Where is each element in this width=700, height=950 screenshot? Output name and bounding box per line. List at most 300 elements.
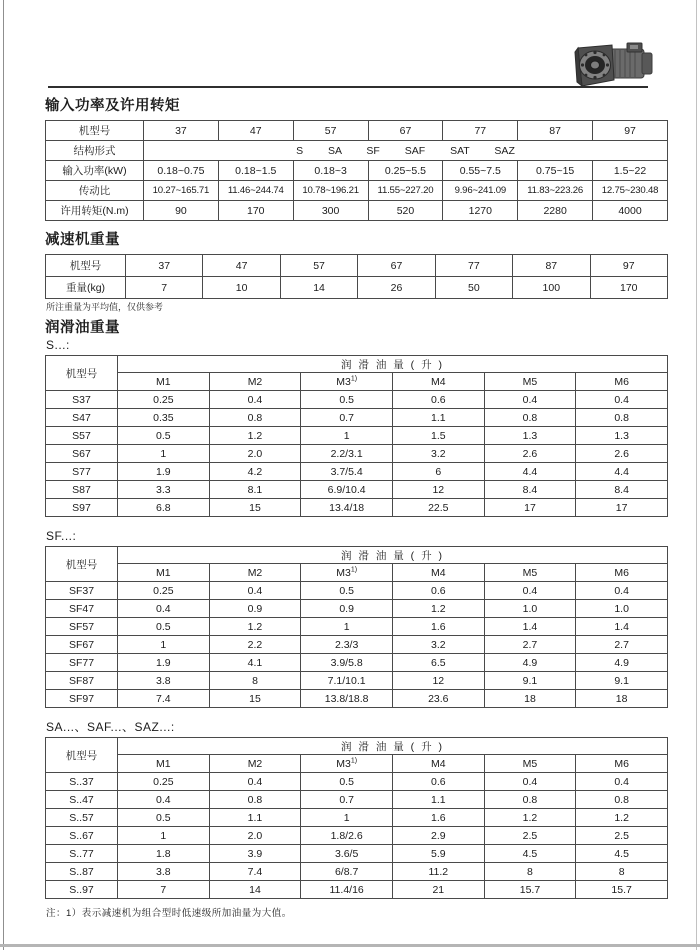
section-title-oil: 润滑油重量 [45, 320, 120, 336]
mounting-position-label: M6 [614, 375, 629, 388]
weight-cell: 7 [126, 277, 203, 299]
oil-quantity-cell: 2.0 [209, 445, 301, 463]
mounting-position-header [118, 755, 210, 773]
oil-quantity-cell: 0.8 [209, 409, 301, 427]
header-rule [48, 86, 648, 88]
power-cell: 67 [368, 121, 443, 141]
oil-quantity-cell: 18 [484, 690, 576, 708]
power-cell: 170 [218, 201, 293, 221]
oil-header-columns-row [46, 373, 668, 391]
model-cell: S..57 [46, 809, 118, 827]
oil-quantity-cell: 7.4 [118, 690, 210, 708]
oil-quantity-cell: 0.35 [118, 409, 210, 427]
oil-table-row [46, 791, 668, 809]
mounting-position-label: M2 [247, 566, 263, 579]
oil-table-row [46, 690, 668, 708]
oil-quantity-cell: 8 [209, 672, 301, 690]
oil-quantity-cell: 1.2 [576, 809, 668, 827]
oil-quantity-cell: 3.6/5 [301, 845, 393, 863]
oil-quantity-cell: 9.1 [484, 672, 576, 690]
mounting-position-header [301, 755, 393, 773]
oil-quantity-cell: 13.8/18.8 [301, 690, 393, 708]
oil-table-block [45, 338, 668, 517]
mounting-position-label: M3 [336, 375, 351, 388]
oil-quantity-cell: 1.2 [209, 618, 301, 636]
oil-quantity-cell: 0.6 [392, 582, 484, 600]
oil-tables-container [45, 338, 668, 899]
oil-quantity-cell: 0.4 [484, 773, 576, 791]
mounting-position-label: M4 [431, 566, 446, 579]
oil-quantity-cell: 3.2 [392, 636, 484, 654]
oil-quantity-cell: 0.5 [301, 773, 393, 791]
row-label: 重量(kg) [46, 277, 126, 299]
oil-quantity-cell: 0.8 [576, 791, 668, 809]
oil-quantity-cell: 1.4 [484, 618, 576, 636]
row-label: 机型号 [46, 255, 126, 277]
reducer-weight-table [45, 254, 668, 299]
power-cell: 0.18~1.5 [218, 161, 293, 181]
oil-quantity-cell: 23.6 [392, 690, 484, 708]
model-cell: SF67 [46, 636, 118, 654]
oil-quantity-cell: 6 [392, 463, 484, 481]
mounting-position-header [209, 373, 301, 391]
mounting-position-header [392, 373, 484, 391]
oil-header-group-row [46, 738, 668, 755]
oil-quantity-cell: 22.5 [392, 499, 484, 517]
oil-table-row [46, 773, 668, 791]
power-cell: 47 [218, 121, 293, 141]
weight-cell: 87 [513, 255, 590, 277]
model-cell: SF47 [46, 600, 118, 618]
section-title-power: 输入功率及许用转矩 [45, 98, 180, 114]
oil-quantity-cell: 0.6 [392, 773, 484, 791]
power-cell: 10.78~196.21 [293, 181, 368, 201]
oil-quantity-cell: 2.0 [209, 827, 301, 845]
oil-table-row [46, 845, 668, 863]
oil-quantity-cell: 2.7 [576, 636, 668, 654]
oil-quantity-cell: 17 [484, 499, 576, 517]
weight-cell: 67 [358, 255, 435, 277]
oil-quantity-cell: 0.9 [209, 600, 301, 618]
row-label: 许用转矩(N.m) [46, 201, 144, 221]
oil-table-label: SA...、SAF...、SAZ...: [46, 720, 175, 734]
oil-quantity-cell: 5.9 [392, 845, 484, 863]
oil-quantity-cell: 6.9/10.4 [301, 481, 393, 499]
oil-quantity-cell: 1 [118, 636, 210, 654]
oil-quantity-cell: 0.4 [118, 600, 210, 618]
oil-quantity-cell: 7.1/10.1 [301, 672, 393, 690]
oil-table-row [46, 600, 668, 618]
mounting-position-header [484, 564, 576, 582]
oil-quantity-cell: 21 [392, 881, 484, 899]
oil-quantity-cell: 12 [392, 481, 484, 499]
model-cell: S67 [46, 445, 118, 463]
oil-header-group-row [46, 547, 668, 564]
mounting-position-header [118, 564, 210, 582]
power-cell: 77 [443, 121, 518, 141]
row-label: 输入功率(kW) [46, 161, 144, 181]
mounting-position-label: M1 [156, 757, 171, 770]
oil-quantity-cell: 8 [484, 863, 576, 881]
oil-quantity-cell: 1 [301, 809, 393, 827]
model-column-header: 机型号 [46, 738, 118, 773]
oil-quantity-cell: 2.6 [484, 445, 576, 463]
power-cell: 0.25~5.5 [368, 161, 443, 181]
oil-quantity-cell: 0.5 [301, 391, 393, 409]
oil-quantity-cell: 8.4 [576, 481, 668, 499]
oil-quantity-cell: 2.5 [484, 827, 576, 845]
oil-quantity-cell: 3.3 [118, 481, 210, 499]
oil-table-row [46, 391, 668, 409]
oil-quantity-cell: 18 [576, 690, 668, 708]
oil-table-row [46, 582, 668, 600]
model-cell: S37 [46, 391, 118, 409]
mounting-position-header [209, 755, 301, 773]
mounting-position-header [209, 564, 301, 582]
mounting-position-label: M4 [431, 375, 446, 388]
mounting-position-label: M3 [336, 566, 351, 579]
oil-quantity-cell: 1.1 [392, 791, 484, 809]
power-table-row-model_row [46, 121, 668, 141]
oil-quantity-cell: 2.5 [576, 827, 668, 845]
mounting-position-label: M1 [156, 375, 171, 388]
weight-cell: 14 [280, 277, 357, 299]
footnote-marker: 1) [350, 757, 358, 764]
weight-cell: 47 [203, 255, 280, 277]
oil-quantity-cell: 11.2 [392, 863, 484, 881]
mounting-position-label: M2 [247, 375, 263, 388]
mounting-position-label: M6 [614, 566, 629, 579]
model-column-header: 机型号 [46, 547, 118, 582]
oil-quantity-cell: 0.4 [118, 791, 210, 809]
oil-table-block [45, 720, 668, 899]
power-cell: 10.27~165.71 [144, 181, 219, 201]
oil-quantity-group-header: 润 滑 油 量 ( 升 ) [118, 738, 668, 755]
oil-quantity-cell: 0.5 [118, 618, 210, 636]
model-cell: S57 [46, 427, 118, 445]
model-cell: S87 [46, 481, 118, 499]
oil-quantity-cell: 11.4/16 [301, 881, 393, 899]
oil-quantity-cell: 15.7 [576, 881, 668, 899]
model-cell: SF37 [46, 582, 118, 600]
oil-quantity-cell: 1.1 [392, 409, 484, 427]
weight-cell: 37 [126, 255, 203, 277]
oil-table-label: SF...: [46, 529, 77, 543]
oil-quantity-cell: 2.3/3 [301, 636, 393, 654]
power-cell: 2280 [518, 201, 593, 221]
oil-quantity-cell: 2.2 [209, 636, 301, 654]
row-label: 传动比 [46, 181, 144, 201]
footnote: 注：1）表示减速机为组合型时低速级所加油量为大值。 [46, 908, 292, 919]
power-cell: 90 [144, 201, 219, 221]
power-table-row-ratio_row [46, 181, 668, 201]
model-cell: SF97 [46, 690, 118, 708]
power-cell: 97 [593, 121, 668, 141]
page-right-edge-line [696, 0, 697, 950]
weight-cell: 10 [203, 277, 280, 299]
oil-quantity-cell: 3.9/5.8 [301, 654, 393, 672]
oil-quantity-cell: 12 [392, 672, 484, 690]
oil-quantity-cell: 0.7 [301, 409, 393, 427]
weight-cell: 100 [513, 277, 590, 299]
oil-table-row [46, 827, 668, 845]
oil-quantity-cell: 3.8 [118, 863, 210, 881]
oil-quantity-cell: 0.25 [118, 582, 210, 600]
oil-quantity-cell: 1 [118, 827, 210, 845]
model-cell: S..97 [46, 881, 118, 899]
oil-quantity-cell: 1.4 [576, 618, 668, 636]
oil-quantity-cell: 0.4 [576, 582, 668, 600]
oil-quantity-cell: 1.2 [484, 809, 576, 827]
oil-quantity-cell: 0.4 [576, 773, 668, 791]
oil-header-columns-row [46, 564, 668, 582]
oil-table-row [46, 409, 668, 427]
oil-quantity-cell: 4.4 [576, 463, 668, 481]
lubricant-oil-table [45, 355, 668, 517]
power-table-row-torque_row [46, 201, 668, 221]
model-cell: S..87 [46, 863, 118, 881]
power-cell: 1270 [443, 201, 518, 221]
mounting-position-header [576, 755, 668, 773]
power-cell: 0.18~3 [293, 161, 368, 181]
oil-quantity-cell: 2.2/3.1 [301, 445, 393, 463]
oil-table-row [46, 618, 668, 636]
mounting-position-label: M3 [336, 757, 351, 770]
power-cell: 57 [293, 121, 368, 141]
weight-table-row-weight_row [46, 277, 668, 299]
model-cell: S47 [46, 409, 118, 427]
oil-quantity-cell: 1.2 [209, 427, 301, 445]
power-table-row-structure_row [46, 141, 668, 161]
oil-quantity-cell: 4.4 [484, 463, 576, 481]
power-cell: 0.18~0.75 [144, 161, 219, 181]
oil-quantity-cell: 2.9 [392, 827, 484, 845]
oil-quantity-cell: 0.7 [301, 791, 393, 809]
oil-quantity-cell: 0.8 [484, 791, 576, 809]
oil-quantity-cell: 0.5 [301, 582, 393, 600]
oil-table-row [46, 881, 668, 899]
lubricant-oil-table [45, 737, 668, 899]
mounting-position-header [392, 755, 484, 773]
oil-quantity-cell: 1.9 [118, 463, 210, 481]
oil-quantity-cell: 0.8 [209, 791, 301, 809]
mounting-position-header [576, 564, 668, 582]
oil-table-row [46, 427, 668, 445]
oil-quantity-cell: 0.25 [118, 391, 210, 409]
model-cell: S..77 [46, 845, 118, 863]
mounting-position-label: M5 [522, 375, 538, 388]
gear-motor-icon [570, 36, 660, 90]
power-cell: 0.55~7.5 [443, 161, 518, 181]
model-cell: SF77 [46, 654, 118, 672]
oil-quantity-cell: 7.4 [209, 863, 301, 881]
power-cell: 9.96~241.09 [443, 181, 518, 201]
power-cell: 12.75~230.48 [593, 181, 668, 201]
oil-header-group-row [46, 356, 668, 373]
mounting-position-label: M5 [522, 566, 538, 579]
model-column-header: 机型号 [46, 356, 118, 391]
oil-quantity-cell: 8.1 [209, 481, 301, 499]
mounting-position-header [301, 373, 393, 391]
power-torque-table [45, 120, 668, 221]
power-cell: 0.75~15 [518, 161, 593, 181]
oil-table-row [46, 809, 668, 827]
structure-types: S SA SF SAF SAT SAZ [144, 141, 668, 161]
power-table-row-power_row [46, 161, 668, 181]
oil-quantity-cell: 1.3 [484, 427, 576, 445]
mounting-position-label: M4 [431, 757, 446, 770]
oil-quantity-cell: 0.8 [576, 409, 668, 427]
power-cell: 11.55~227.20 [368, 181, 443, 201]
oil-quantity-cell: 1.6 [392, 618, 484, 636]
oil-quantity-cell: 1.8 [118, 845, 210, 863]
mounting-position-header [392, 564, 484, 582]
page-left-edge-line [3, 0, 4, 950]
power-cell: 1.5~22 [593, 161, 668, 181]
mounting-position-header [118, 373, 210, 391]
page-content [45, 96, 668, 919]
oil-quantity-cell: 0.5 [118, 809, 210, 827]
power-cell: 4000 [593, 201, 668, 221]
oil-quantity-cell: 4.2 [209, 463, 301, 481]
power-cell: 11.46~244.74 [218, 181, 293, 201]
oil-table-row [46, 445, 668, 463]
oil-quantity-cell: 1.0 [484, 600, 576, 618]
oil-table-row [46, 636, 668, 654]
power-cell: 37 [144, 121, 219, 141]
weight-cell: 77 [435, 255, 512, 277]
oil-quantity-cell: 0.4 [209, 391, 301, 409]
oil-quantity-cell: 0.4 [576, 391, 668, 409]
model-cell: S..47 [46, 791, 118, 809]
section-title-weight: 减速机重量 [45, 232, 120, 248]
oil-quantity-cell: 15 [209, 499, 301, 517]
oil-quantity-cell: 9.1 [576, 672, 668, 690]
oil-quantity-cell: 1.3 [576, 427, 668, 445]
weight-table-row-model_row [46, 255, 668, 277]
oil-quantity-cell: 0.4 [484, 582, 576, 600]
oil-quantity-cell: 2.7 [484, 636, 576, 654]
row-label: 结构形式 [46, 141, 144, 161]
model-cell: S..67 [46, 827, 118, 845]
footnote-marker: 1) [350, 566, 358, 573]
oil-table-row [46, 654, 668, 672]
row-label: 机型号 [46, 121, 144, 141]
oil-quantity-cell: 3.9 [209, 845, 301, 863]
oil-quantity-cell: 1 [301, 618, 393, 636]
model-cell: SF57 [46, 618, 118, 636]
mounting-position-header [301, 564, 393, 582]
oil-quantity-group-header: 润 滑 油 量 ( 升 ) [118, 547, 668, 564]
oil-quantity-cell: 0.8 [484, 409, 576, 427]
oil-quantity-cell: 0.5 [118, 427, 210, 445]
power-cell: 87 [518, 121, 593, 141]
lubricant-oil-table [45, 546, 668, 708]
oil-quantity-cell: 1.1 [209, 809, 301, 827]
oil-quantity-cell: 13.4/18 [301, 499, 393, 517]
mounting-position-label: M2 [247, 757, 263, 770]
oil-quantity-cell: 15.7 [484, 881, 576, 899]
mounting-position-header [484, 373, 576, 391]
oil-table-row [46, 463, 668, 481]
oil-quantity-cell: 3.8 [118, 672, 210, 690]
oil-table-row [46, 863, 668, 881]
oil-quantity-cell: 15 [209, 690, 301, 708]
oil-quantity-cell: 4.5 [484, 845, 576, 863]
oil-table-block [45, 529, 668, 708]
oil-quantity-cell: 4.9 [576, 654, 668, 672]
model-cell: S77 [46, 463, 118, 481]
weight-cell: 57 [280, 255, 357, 277]
power-cell: 300 [293, 201, 368, 221]
oil-table-row [46, 481, 668, 499]
oil-quantity-cell: 4.9 [484, 654, 576, 672]
oil-table-label: S...: [46, 338, 70, 352]
oil-quantity-cell: 2.6 [576, 445, 668, 463]
model-cell: S97 [46, 499, 118, 517]
oil-quantity-cell: 6.5 [392, 654, 484, 672]
oil-quantity-group-header: 润 滑 油 量 ( 升 ) [118, 356, 668, 373]
oil-quantity-cell: 0.4 [209, 582, 301, 600]
model-cell: S..37 [46, 773, 118, 791]
oil-quantity-cell: 1.5 [392, 427, 484, 445]
power-cell: 11.83~223.26 [518, 181, 593, 201]
oil-quantity-cell: 6/8.7 [301, 863, 393, 881]
gear-motor-photo [570, 36, 660, 90]
oil-quantity-cell: 8.4 [484, 481, 576, 499]
footnote-marker: 1) [350, 375, 358, 382]
weight-cell: 26 [358, 277, 435, 299]
oil-quantity-cell: 0.4 [209, 773, 301, 791]
oil-table-row [46, 672, 668, 690]
oil-quantity-cell: 1 [118, 445, 210, 463]
oil-quantity-cell: 0.9 [301, 600, 393, 618]
weight-note: 所注重量为平均值，仅供参考 [46, 302, 164, 312]
oil-table-row [46, 499, 668, 517]
oil-quantity-cell: 1.9 [118, 654, 210, 672]
oil-quantity-cell: 1.2 [392, 600, 484, 618]
oil-quantity-cell: 0.4 [484, 391, 576, 409]
weight-cell: 170 [590, 277, 667, 299]
page-bottom-edge-line [0, 944, 700, 947]
mounting-position-header [576, 373, 668, 391]
oil-quantity-cell: 14 [209, 881, 301, 899]
oil-quantity-cell: 6.8 [118, 499, 210, 517]
mounting-position-label: M1 [156, 566, 171, 579]
oil-quantity-cell: 17 [576, 499, 668, 517]
mounting-position-header [484, 755, 576, 773]
weight-cell: 97 [590, 255, 667, 277]
model-cell: SF87 [46, 672, 118, 690]
power-cell: 520 [368, 201, 443, 221]
oil-quantity-cell: 1.6 [392, 809, 484, 827]
weight-cell: 50 [435, 277, 512, 299]
oil-quantity-cell: 0.6 [392, 391, 484, 409]
mounting-position-label: M6 [614, 757, 629, 770]
oil-quantity-cell: 1 [301, 427, 393, 445]
oil-quantity-cell: 7 [118, 881, 210, 899]
oil-quantity-cell: 3.7/5.4 [301, 463, 393, 481]
mounting-position-label: M5 [522, 757, 538, 770]
oil-quantity-cell: 3.2 [392, 445, 484, 463]
oil-quantity-cell: 4.1 [209, 654, 301, 672]
oil-quantity-cell: 4.5 [576, 845, 668, 863]
oil-quantity-cell: 1.0 [576, 600, 668, 618]
oil-header-columns-row [46, 755, 668, 773]
oil-quantity-cell: 8 [576, 863, 668, 881]
oil-quantity-cell: 0.25 [118, 773, 210, 791]
oil-quantity-cell: 1.8/2.6 [301, 827, 393, 845]
